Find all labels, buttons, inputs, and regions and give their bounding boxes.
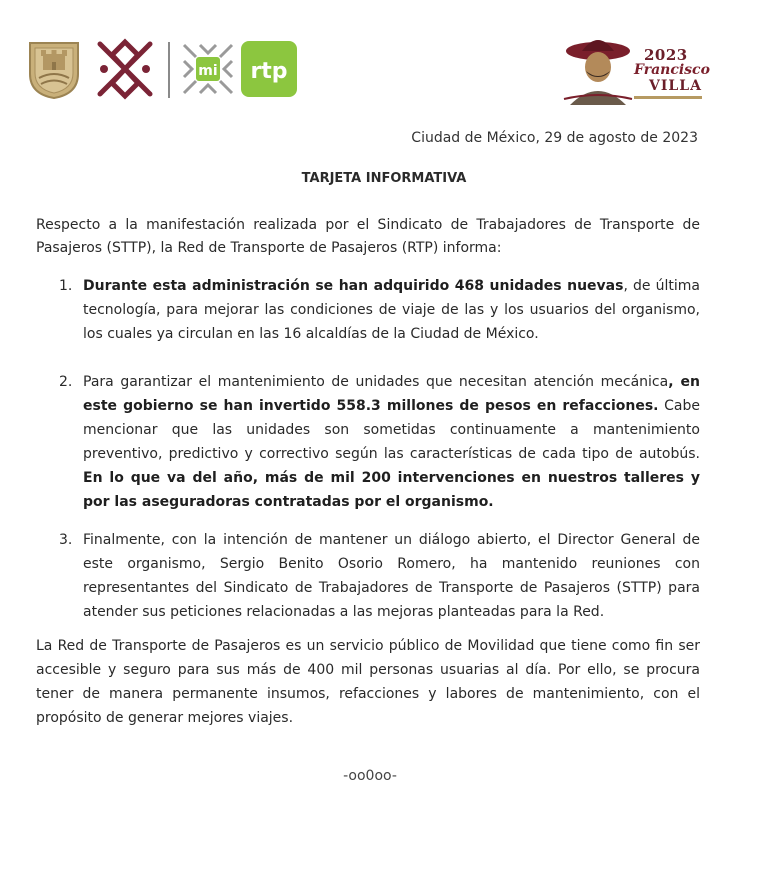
- movilidad-integrada-logo: [180, 41, 236, 97]
- end-of-document-mark: -oo0oo-: [343, 768, 397, 784]
- svg-text:rtp: rtp: [250, 59, 288, 84]
- villa-year-label: 2023: [644, 46, 688, 64]
- item-1-bold-text: Durante esta administración se han adquirido 468 unidades nuevas: [83, 278, 624, 294]
- svg-text:mi: mi: [198, 63, 218, 79]
- list-item-text: Finalmente, con la intención de mantener un diálogo abierto, el Director General de este organismo, Sergio Benito Osorio Romero, ha mantenido reuniones con representantes del Sindicato de Trabajadores de Transporte de Pasajeros (STTP) para atender sus peticiones relacionadas a las mejoras planteadas para la Red.: [83, 532, 700, 620]
- list-item-number: 1.: [59, 278, 73, 294]
- cdmx-government-logo: [92, 36, 158, 102]
- list-item-number: 2.: [59, 374, 73, 390]
- list-item-3: [59, 528, 700, 624]
- item-2-bold-a: , en este gobierno se han invertido 558.3 millones de pesos en refacciones.: [83, 374, 700, 414]
- logo-divider: [168, 42, 170, 98]
- villa-name-first: Francisco: [634, 62, 710, 78]
- list-item-text: [83, 370, 700, 514]
- list-item-number: 3.: [59, 532, 73, 548]
- document-date: Ciudad de México, 29 de agosto de 2023: [411, 130, 698, 146]
- letterhead: [0, 0, 768, 120]
- villa-name-last: VILLA: [649, 78, 702, 94]
- list-item-2: [59, 370, 700, 514]
- list-item-1: [59, 274, 700, 346]
- item-2-text-b: Cabe mencionar que las unidades son sometidas continuamente a mantenimiento preventivo, predictivo y correctivo según las características de cada tipo de autobús.: [83, 398, 701, 462]
- item-2-text-a: Para garantizar el mantenimiento de unidades que necesitan atención mecánica: [83, 374, 669, 390]
- document-title: TARJETA INFORMATIVA: [301, 171, 467, 186]
- item-2-bold-b: En lo que va del año, más de mil 200 intervenciones en nuestros talleres y por las aseguradoras contratadas por el organismo.: [83, 470, 700, 510]
- item-1-text: , de última tecnología, para mejorar las condiciones de viaje de las y los usuarios del organismo, los cuales ya circulan en las 16 alcaldías de la Ciudad de México.: [83, 278, 700, 342]
- cdmx-coat-of-arms-logo: [27, 40, 81, 100]
- list-item-text: [83, 274, 700, 346]
- intro-paragraph: Respecto a la manifestación realizada por el Sindicato de Trabajadores de Transporte de Pasajeros (STTP), la Red de Transporte de Pasajeros (RTP) informa:: [36, 217, 700, 256]
- closing-paragraph: La Red de Transporte de Pasajeros es un servicio público de Movilidad que tiene como fin ser accesible y seguro para sus más de 400 mil personas usuarias al día. Por ello, se procura tener de manera permanente insumos, refacciones y labores de mantenimiento, con el propósito de generar mejores viajes.: [36, 638, 700, 726]
- rtp-logo: [241, 41, 297, 97]
